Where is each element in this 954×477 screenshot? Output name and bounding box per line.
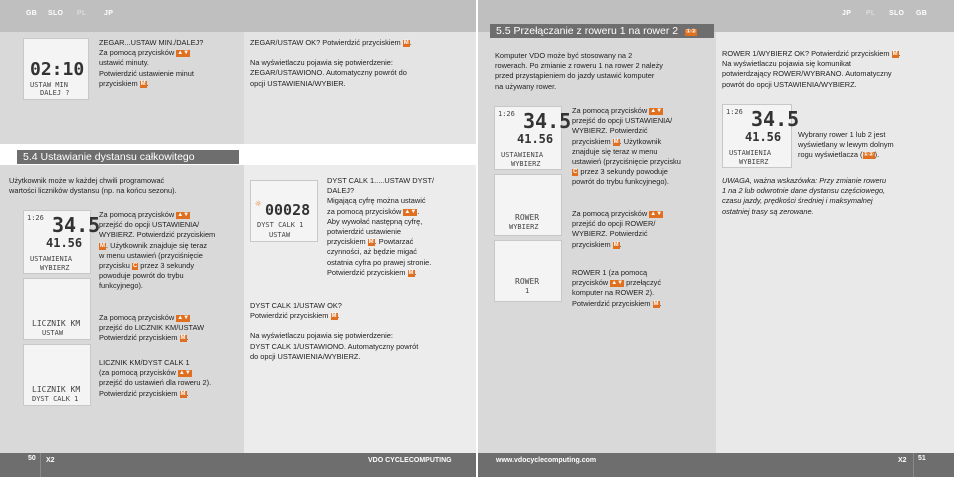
m-button-icon: M bbox=[613, 138, 619, 145]
lcd-top: 1:26 bbox=[726, 108, 743, 116]
text-line: Potwierdzić przyciskiem M. bbox=[572, 298, 662, 308]
text-line: DYST CALK 1/USTAW OK? bbox=[250, 301, 342, 310]
text-line: potwierdzający ROWER/WYBRANO. Automatyczny bbox=[722, 69, 892, 79]
m-button-icon: M bbox=[408, 269, 414, 276]
text-line: UWAGA, ważna wskazówka: Przy zmianie roweru bbox=[722, 176, 887, 185]
text-line: przyciskiem M. bbox=[99, 78, 149, 88]
text-line: Na wyświetlaczu pojawia się komunikat bbox=[722, 59, 851, 69]
text-line: WYBIERZ. Potwierdzić przyciskiem bbox=[99, 230, 216, 240]
text-line: Na wyświetlaczu pojawia się potwierdzenie: bbox=[250, 331, 393, 341]
bike-toggle-icon: ①② bbox=[863, 152, 874, 159]
text-line: ustawień (przyciśnięcie przycisku bbox=[572, 157, 681, 167]
text-line: przejść do LICZNIK KM/USTAW bbox=[99, 323, 205, 333]
text-line: przyciskiem M. bbox=[572, 239, 622, 249]
m-button-icon: M bbox=[100, 242, 105, 249]
tab-gb-left[interactable]: GB bbox=[26, 10, 38, 17]
section-54-step2 bbox=[99, 313, 241, 344]
tab-pl-left[interactable]: PL bbox=[77, 10, 87, 17]
m-button-icon: M bbox=[140, 80, 146, 87]
text-line: ZEGAR...USTAW MIN./DALEJ? bbox=[99, 38, 204, 47]
text-fragment: przyciskiem bbox=[99, 78, 138, 88]
text-fragment: Potwierdzić przyciskiem bbox=[250, 311, 329, 321]
lcd-line2: WYBIERZ bbox=[509, 223, 539, 231]
lcd-line1: USTAW MIN bbox=[30, 81, 68, 89]
section-54-col2-confirm bbox=[250, 301, 470, 362]
lcd-line1: ROWER bbox=[515, 277, 540, 286]
text-line: DALEJ? bbox=[327, 186, 355, 196]
col4-bg bbox=[716, 32, 954, 453]
text-line: komputer na ROWER 2). bbox=[572, 288, 655, 298]
section-55-title-text: 5.5 Przełączanie z roweru 1 na rower 2 bbox=[496, 25, 679, 37]
col2-top-text bbox=[250, 38, 470, 89]
updown-button-icon: ▲▼ bbox=[177, 315, 190, 321]
section-54-step3 bbox=[99, 358, 241, 399]
lcd-mid-value: 41.56 bbox=[517, 132, 554, 146]
text-line: wartości liczników dystansu (np. na końcu sezonu). bbox=[9, 186, 177, 196]
page-number-right: 51 bbox=[918, 455, 926, 462]
text-line bbox=[327, 237, 475, 247]
lcd-counter-dist bbox=[23, 344, 91, 406]
tab-gb-right[interactable]: GB bbox=[916, 10, 928, 17]
bike-toggle-icon: ①② bbox=[686, 29, 697, 35]
text-line: Potwierdzić ustawienie minut bbox=[99, 68, 194, 78]
text-line: Aby wywołać następną cyfrę, bbox=[327, 216, 423, 226]
lcd-line2: WYBIERZ bbox=[511, 160, 541, 168]
text-line: przejść do opcji ROWER/ bbox=[572, 219, 656, 229]
text-line bbox=[572, 278, 714, 288]
lcd-line1: LICZNIK KM bbox=[32, 319, 81, 328]
updown-button-icon: ▲▼ bbox=[404, 208, 417, 215]
text-fragment: Za pomocą przycisków bbox=[99, 210, 175, 219]
lcd-line2: 1 bbox=[525, 287, 530, 295]
text-line: ROWER 1 (za pomocą bbox=[572, 268, 648, 277]
m-button-icon: M bbox=[892, 51, 898, 57]
text-line: ZEGAR/USTAW OK? Potwierdzić przyciskiem M. bbox=[250, 38, 412, 47]
blink-sun-icon: ☼ bbox=[255, 199, 262, 210]
lcd-line1: USTAWIENIA bbox=[729, 149, 772, 157]
text-line bbox=[99, 210, 241, 220]
text-line bbox=[99, 48, 239, 58]
section-54-intro bbox=[9, 176, 241, 196]
text-line: DYST CALK 1/USTAWIONO. Automatyczny powrót bbox=[250, 341, 419, 351]
text-line: za pomocą przycisków ▲▼. bbox=[327, 206, 420, 216]
model-left: X2 bbox=[46, 457, 55, 464]
text-line: powrót do opcji USTAWIENIA/WYBIERZ. bbox=[722, 79, 857, 89]
m-button-icon: M bbox=[180, 335, 186, 342]
lcd-top: 1:26 bbox=[27, 214, 44, 222]
lcd-settings-select bbox=[23, 210, 101, 274]
text-line: ZEGAR/USTAWIONO. Automatyczny powrót do bbox=[250, 68, 407, 78]
text-line: powoduje powrót do trybu bbox=[99, 271, 184, 281]
text-line: wyświetlany w lewym dolnym bbox=[798, 140, 894, 150]
text-line: rogu wyświetlacza (①②). bbox=[798, 150, 880, 160]
footer-divider bbox=[913, 453, 914, 477]
col1-top-text bbox=[99, 38, 239, 89]
lcd-mid-value: 41.56 bbox=[745, 130, 782, 144]
lcd-line1: LICZNIK KM bbox=[32, 385, 81, 394]
lcd-55-settings bbox=[494, 106, 572, 170]
section-55-col4-p1 bbox=[722, 49, 950, 90]
section-55-title bbox=[490, 24, 714, 38]
text-line: WYBIERZ. Potwierdzić bbox=[572, 229, 648, 239]
lcd-top: 1:26 bbox=[498, 110, 515, 118]
text-line: przed przystąpieniem do jazdy ustawić komputer bbox=[495, 71, 655, 81]
lcd-line2: USTAW bbox=[269, 231, 291, 239]
lcd-line2: DALEJ ? bbox=[40, 89, 70, 97]
text-fragment: przyciskiem bbox=[572, 239, 611, 249]
page-number-left: 50 bbox=[28, 455, 36, 462]
text-fragment: Za pomocą przycisków bbox=[99, 48, 175, 58]
text-line: potwierdzić ustawienie bbox=[327, 227, 401, 237]
text-fragment: Potwierdzić przyciskiem bbox=[99, 333, 178, 343]
text-line: ROWER 1/WYBIERZ OK? Potwierdzić przyciskiem M. bbox=[722, 49, 901, 58]
text-fragment: przez 3 sekundy powoduje bbox=[580, 167, 668, 177]
lcd-line1: USTAWIENIA bbox=[30, 255, 73, 263]
text-line: opcji USTAWIENIA/WYBIER. bbox=[250, 78, 346, 88]
m-button-icon: M bbox=[613, 241, 619, 248]
text-fragment: ROWER 1/WYBIERZ OK? Potwierdzić przyciskiem bbox=[722, 49, 890, 58]
text-line: na używany rower. bbox=[495, 81, 557, 91]
text-line: WYBIERZ. Potwierdzić bbox=[572, 126, 648, 136]
text-fragment: Potwierdzić przyciskiem bbox=[572, 298, 651, 308]
lcd-55-bike-1 bbox=[494, 240, 562, 302]
footer-brand: VDO CYCLECOMPUTING bbox=[368, 457, 452, 464]
lcd-line1: DYST CALK 1 bbox=[257, 221, 304, 229]
text-fragment: przycisków bbox=[572, 278, 609, 288]
lcd-line1: USTAWIENIA bbox=[501, 151, 544, 159]
tab-slo-right[interactable]: SLO bbox=[889, 10, 905, 17]
footer-divider bbox=[40, 453, 41, 477]
section-55-col4-p2 bbox=[798, 130, 948, 161]
text-line bbox=[572, 167, 714, 177]
m-button-icon: M bbox=[368, 239, 374, 246]
text-line: Wybrany rower 1 lub 2 jest bbox=[798, 130, 886, 139]
m-button-icon: M bbox=[331, 313, 337, 320]
text-fragment: (za pomocą przycisków bbox=[99, 368, 176, 378]
updown-button-icon: ▲▼ bbox=[177, 212, 190, 218]
text-line: ostatnia cyfra po prawej stronie. bbox=[327, 257, 432, 267]
text-line: Potwierdzić przyciskiem M. bbox=[99, 388, 189, 398]
text-fragment: Za pomocą przycisków bbox=[99, 313, 175, 322]
tab-pl-right[interactable]: PL bbox=[866, 10, 876, 17]
text-fragment: przez 3 sekundy bbox=[140, 261, 195, 271]
lcd-line1: ROWER bbox=[515, 213, 540, 222]
footer-url[interactable]: www.vdocyclecomputing.com bbox=[496, 457, 597, 464]
text-fragment: Za pomocą przycisków bbox=[572, 106, 648, 115]
text-line bbox=[99, 313, 241, 323]
section-55-step1 bbox=[572, 106, 714, 188]
lcd-line2: WYBIERZ bbox=[739, 158, 769, 166]
lcd-big-value: 02:10 bbox=[30, 59, 85, 80]
text-line bbox=[572, 209, 714, 219]
section-55-step3 bbox=[572, 268, 714, 309]
lcd-mid-value: 41.56 bbox=[46, 236, 83, 250]
text-line: rowerach. Po zmianie z roweru 1 na rower 2 należy bbox=[495, 61, 664, 71]
text-fragment: ZEGAR/USTAW OK? Potwierdzić przyciskiem bbox=[250, 38, 401, 47]
lcd-clock-min bbox=[23, 38, 89, 100]
text-line: 1 na 2 lub odwrotnie dane dystansu częściowego, bbox=[722, 186, 886, 196]
model-right: X2 bbox=[898, 457, 907, 464]
text-line: do opcji USTAWIENIA/WYBIERZ. bbox=[250, 351, 361, 361]
text-line: Użytkownik może w każdej chwili programować bbox=[9, 176, 165, 185]
tab-jp-left[interactable]: JP bbox=[104, 10, 114, 17]
text-line: powrót do trybu funkcyjnego). bbox=[572, 177, 669, 187]
lcd-total-distance bbox=[250, 180, 318, 242]
lcd-big-value: 34.5 bbox=[751, 107, 800, 131]
lcd-55-bike-select bbox=[494, 174, 562, 236]
lcd-line2: WYBIERZ bbox=[40, 264, 70, 272]
text-line bbox=[572, 106, 714, 116]
text-line: LICZNIK KM/DYST CALK 1 bbox=[99, 358, 190, 367]
text-line: Potwierdzić przyciskiem M. bbox=[250, 311, 340, 321]
text-fragment: Za pomocą przycisków bbox=[572, 209, 648, 218]
text-line bbox=[99, 241, 241, 251]
text-line: funkcyjnego). bbox=[99, 281, 143, 291]
updown-button-icon: ▲▼ bbox=[177, 50, 190, 57]
text-fragment: rogu wyświetlacza bbox=[798, 150, 858, 160]
text-line bbox=[99, 261, 241, 271]
text-line: Potwierdzić przyciskiem M. bbox=[327, 267, 417, 277]
text-fragment: przyciskiem bbox=[327, 237, 366, 247]
section-54-step1 bbox=[99, 210, 241, 292]
text-fragment: za pomocą przycisków bbox=[327, 206, 402, 216]
text-fragment: Potwierdzić przyciskiem bbox=[99, 388, 178, 398]
text-line: przejść do ustawień dla roweru 2). bbox=[99, 378, 212, 388]
text-line: Potwierdzić przyciskiem M. bbox=[99, 333, 189, 343]
text-fragment: . Użytkownik znajduje się teraz bbox=[106, 240, 208, 250]
tab-slo-left[interactable]: SLO bbox=[48, 10, 64, 17]
lcd-big-value: 34.5 bbox=[52, 213, 101, 237]
text-fragment: przycisku bbox=[99, 261, 130, 271]
text-fragment: . Powtarzać bbox=[374, 237, 414, 247]
spacer bbox=[250, 48, 470, 58]
text-line: DYST CALK 1.....USTAW DYST/ bbox=[327, 176, 435, 185]
updown-button-icon: ▲▼ bbox=[178, 370, 191, 377]
updown-button-icon: ▲▼ bbox=[650, 211, 663, 217]
text-line: w menu ustawień (przyciśnięcie bbox=[99, 250, 203, 260]
text-line: ustawić minuty. bbox=[99, 58, 149, 68]
m-button-icon: M bbox=[403, 40, 409, 46]
text-fragment: Potwierdzić przyciskiem bbox=[327, 267, 406, 277]
lcd-counter-set bbox=[23, 278, 91, 340]
tab-jp-right[interactable]: JP bbox=[842, 10, 852, 17]
spacer bbox=[250, 321, 470, 331]
text-line: Na wyświetlaczu pojawia się potwierdzenie: bbox=[250, 58, 393, 68]
lcd-line2: DYST CALK 1 bbox=[32, 395, 79, 403]
text-line: czynności, aż będzie migać bbox=[327, 247, 417, 257]
section-55-intro bbox=[495, 51, 715, 92]
text-line: Migającą cyfrę można ustawić bbox=[327, 196, 426, 206]
section-54-col2-text bbox=[327, 176, 475, 278]
lcd-line2: USTAW bbox=[42, 329, 64, 337]
c-button-icon: C bbox=[573, 169, 578, 176]
c-button-icon: C bbox=[132, 263, 138, 270]
top-bar-left bbox=[0, 0, 476, 32]
text-line: przejść do opcji USTAWIENIA/ bbox=[572, 116, 673, 126]
section-55-note bbox=[722, 176, 950, 217]
updown-button-icon: ▲▼ bbox=[650, 108, 663, 114]
text-fragment: . Użytkownik bbox=[619, 136, 662, 146]
text-fragment: przyciskiem bbox=[572, 136, 611, 146]
m-button-icon: M bbox=[653, 300, 659, 307]
text-line: Komputer VDO może być stosowany na 2 bbox=[495, 51, 633, 60]
lcd-big-value: 34.5 bbox=[523, 109, 572, 133]
text-fragment: przełączyć bbox=[626, 278, 662, 288]
updown-button-icon: ▲▼ bbox=[611, 280, 624, 287]
section-55-step2 bbox=[572, 209, 714, 250]
text-line: czasu jazdy, prędkości średniej i maksymalnej bbox=[722, 196, 873, 206]
lcd-big-value: 00028 bbox=[265, 201, 311, 219]
text-line bbox=[572, 137, 714, 147]
m-button-icon: M bbox=[180, 390, 186, 397]
text-line: ostatniej trasy są zerowane. bbox=[722, 206, 814, 216]
text-line: znajduje się teraz w menu bbox=[572, 146, 658, 156]
lcd-55-selected-bike bbox=[722, 104, 800, 168]
section-54-title: 5.4 Ustawianie dystansu całkowitego bbox=[17, 150, 239, 164]
text-line: przejść do opcji USTAWIENIA/ bbox=[99, 220, 200, 230]
text-line bbox=[99, 368, 241, 378]
